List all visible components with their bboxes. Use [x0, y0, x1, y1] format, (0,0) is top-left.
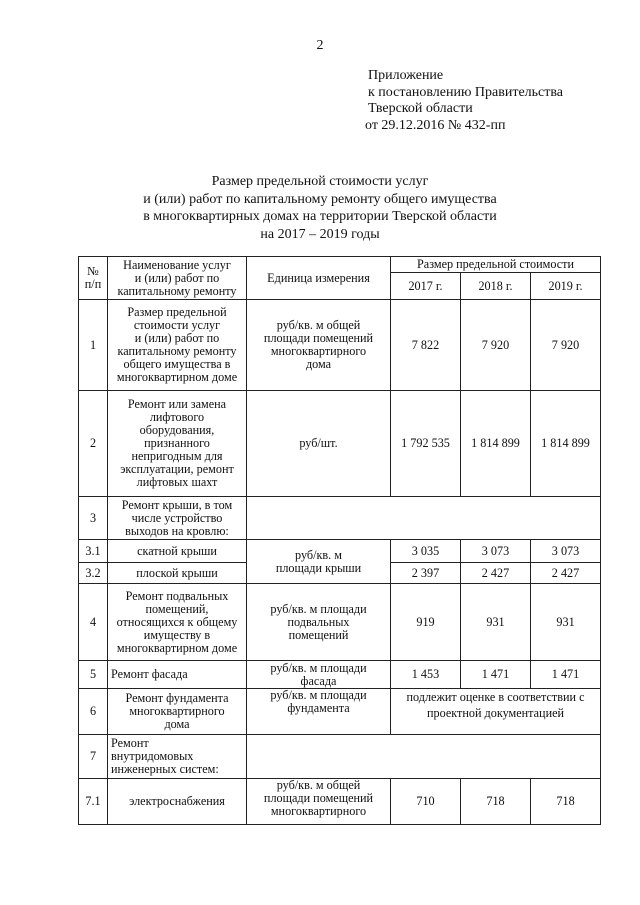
row-num: 6	[79, 689, 108, 735]
cost-2017: 2 397	[391, 563, 461, 584]
appendix-line: к постановлению Правительства	[368, 84, 564, 100]
row-num: 2	[79, 391, 108, 497]
cost-2018: 7 920	[461, 300, 531, 391]
row-num: 3.1	[79, 540, 108, 563]
table-row	[79, 735, 601, 779]
row-unit: руб/кв. м площади крыши	[247, 540, 391, 584]
table-row	[79, 540, 601, 563]
cost-2017: 919	[391, 584, 461, 661]
cost-2018: 2 427	[461, 563, 531, 584]
cost-2019: 718	[531, 779, 601, 825]
cost-2018: 1 471	[461, 661, 531, 689]
header-cost-group: Размер предельной стоимости	[391, 257, 601, 273]
table-row	[79, 391, 601, 497]
cost-2017: 3 035	[391, 540, 461, 563]
cost-2017: 1 453	[391, 661, 461, 689]
row-name: электроснабжения	[108, 779, 247, 825]
cost-2018: 1 814 899	[461, 391, 531, 497]
row-num: 7	[79, 735, 108, 779]
cost-2019: 7 920	[531, 300, 601, 391]
table-row	[79, 661, 601, 689]
row-name: плоской крыши	[108, 563, 247, 584]
appendix-line: Приложение	[368, 68, 444, 83]
cost-2018: 718	[461, 779, 531, 825]
row-name: Ремонт фасада	[108, 661, 247, 689]
cost-2018: 3 073	[461, 540, 531, 563]
title-line: на 2017 – 2019 годы	[260, 226, 380, 242]
cost-2019: 2 427	[531, 563, 601, 584]
cost-2018: 931	[461, 584, 531, 661]
empty-cell	[247, 735, 601, 779]
appendix-line: от 29.12.2016 № 432-пп	[365, 117, 506, 133]
row-note: подлежит оценке в соответствии с проектной документацией	[391, 689, 601, 735]
cost-2019: 931	[531, 584, 601, 661]
cost-2019: 1 471	[531, 661, 601, 689]
row-unit: руб/кв. м площади фундамента	[247, 689, 391, 735]
cost-2017: 7 822	[391, 300, 461, 391]
row-unit: руб/кв. м площади подвальных помещений	[247, 584, 391, 661]
title-line: Размер предельной стоимости услуг	[211, 174, 429, 189]
table-row	[79, 497, 601, 540]
row-name: Ремонт крыши, в том числе устройство выходов на кровлю:	[108, 497, 247, 540]
table-row	[79, 779, 601, 825]
row-unit: руб/кв. м общей площади помещений многоквартирного дома	[247, 300, 391, 391]
table-row	[79, 689, 601, 735]
appendix-block	[365, 68, 564, 134]
row-name: Ремонт внутридомовых инженерных систем:	[108, 735, 247, 779]
cost-2017: 1 792 535	[391, 391, 461, 497]
row-num: 3.2	[79, 563, 108, 584]
empty-cell	[247, 497, 601, 540]
header-year-2017: 2017 г.	[391, 273, 461, 300]
row-unit: руб/кв. м площади фасада	[247, 661, 391, 689]
cost-table	[78, 256, 601, 825]
row-unit: руб/кв. м общей площади помещений многоквартирного	[247, 779, 391, 825]
header-year-2018: 2018 г.	[461, 273, 531, 300]
header-year-2019: 2019 г.	[531, 273, 601, 300]
header-unit: Единица измерения	[247, 257, 391, 300]
table-row	[79, 584, 601, 661]
row-num: 3	[79, 497, 108, 540]
cost-2019: 3 073	[531, 540, 601, 563]
row-name: Ремонт или замена лифтового оборудования, признанного непригодным для эксплуатации, ремонт лифтовых шахт	[108, 391, 247, 497]
row-unit: руб/шт.	[247, 391, 391, 497]
row-name: Ремонт подвальных помещений, относящихся к общему имуществу в многоквартирном доме	[108, 584, 247, 661]
cost-2017: 710	[391, 779, 461, 825]
header-name: Наименование услуг и (или) работ по капитальному ремонту	[108, 257, 247, 300]
cost-2019: 1 814 899	[531, 391, 601, 497]
appendix-line: Тверской области	[368, 101, 473, 116]
row-name: Размер предельной стоимости услуг и (или) работ по капитальному ремонту общего имущества в многоквартирном доме	[108, 300, 247, 391]
row-num: 7.1	[79, 779, 108, 825]
page-number: 2	[316, 38, 324, 53]
title-line: в многоквартирных домах на территории Тверской области	[143, 209, 497, 224]
row-num: 4	[79, 584, 108, 661]
title-line: и (или) работ по капитальному ремонту общего имущества	[143, 191, 497, 207]
table-row	[79, 300, 601, 391]
document-title	[0, 173, 640, 243]
row-num: 1	[79, 300, 108, 391]
header-num: № п/п	[79, 257, 108, 300]
row-num: 5	[79, 661, 108, 689]
row-name: скатной крыши	[108, 540, 247, 563]
row-name: Ремонт фундамента многоквартирного дома	[108, 689, 247, 735]
